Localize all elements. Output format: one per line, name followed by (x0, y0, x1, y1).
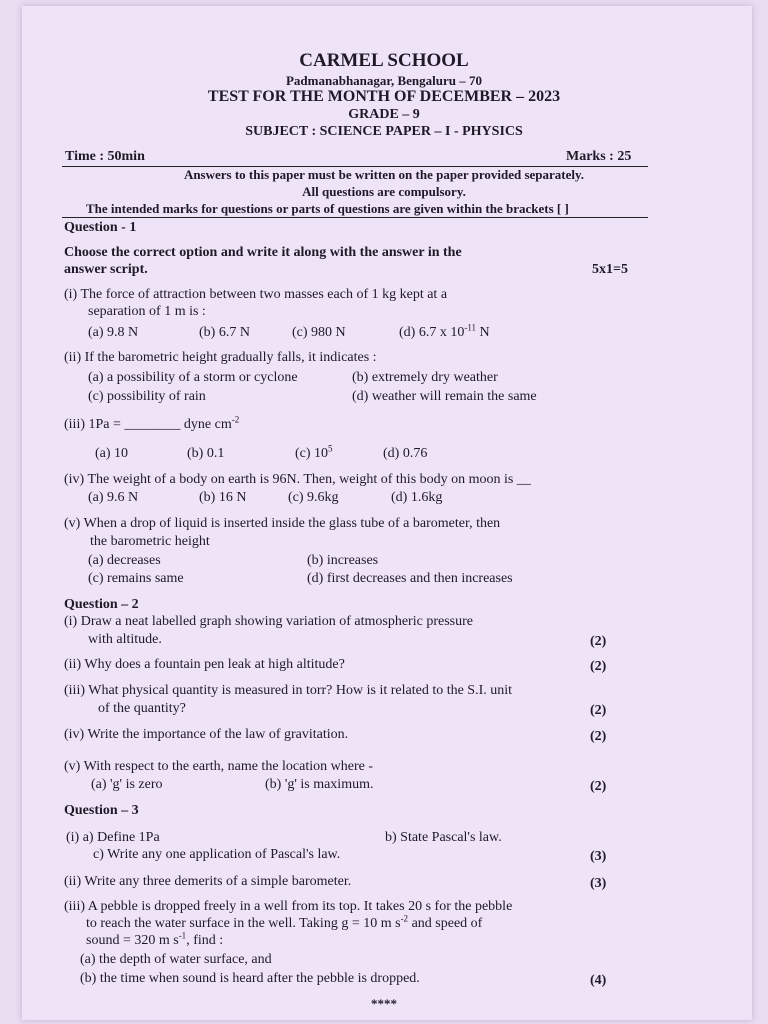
q1-v-option-d: (d) first decreases and then increases (307, 571, 513, 586)
q1-ii-option-a: (a) a possibility of a storm or cyclone (88, 370, 298, 385)
q1-title: Question - 1 (64, 220, 137, 235)
school-address: Padmanabhanagar, Bengaluru – 70 (285, 73, 482, 88)
q2-i-line1: (i) Draw a neat labelled graph showing variation of atmospheric pressure (64, 614, 473, 629)
q3-i-part-b: b) State Pascal's law. (385, 830, 502, 845)
q1-iv-option-c: (c) 9.6kg (288, 490, 339, 505)
q3-iii-line3: sound = 320 m $s^{-1}$, find : (86, 930, 224, 948)
q1-iv-option-a: (a) 9.6 N (88, 490, 139, 505)
q1-iii-option-b: (b) 0.1 (187, 446, 225, 461)
q2-v-option-a: (a) 'g' is zero (91, 777, 163, 792)
q3-title: Question – 3 (64, 803, 139, 818)
q1-i-line1: (i) The force of attraction between two masses each of 1 kg kept at a (64, 287, 448, 302)
q1-ii-option-b: (b) extremely dry weather (352, 370, 498, 385)
instruction-2: All questions are compulsory. (302, 184, 466, 199)
q3-ii: (ii) Write any three demerits of a simple barometer. (64, 874, 352, 889)
q1-v-option-c: (c) remains same (88, 571, 184, 586)
q3-iii-part-b: (b) the time when sound is heard after the pebble is dropped. (80, 971, 420, 986)
q1-iv-option-b: (b) 16 N (199, 490, 247, 505)
q1-iv-line1: (iv) The weight of a body on earth is 96N. Then, weight of this body on moon is __ (64, 472, 531, 487)
q1-i-option-b: (b) 6.7 N (199, 325, 250, 340)
q3-iii-marks: (4) (590, 973, 607, 988)
q3-iii-line2: to reach the water surface in the well. Taking g = 10 m $s^{-2}$ and speed of (86, 913, 483, 931)
q3-i-part-a: (i) a) Define 1Pa (66, 830, 160, 845)
q2-v-option-b: (b) 'g' is maximum. (265, 777, 374, 792)
q1-marks: 5x1=5 (592, 262, 628, 277)
q2-ii: (ii) Why does a fountain pen leak at high altitude? (64, 657, 345, 672)
instruction-1: Answers to this paper must be written on the paper provided separately. (183, 167, 585, 182)
footer-stars: **** (371, 996, 397, 1011)
q3-i-part-c: c) Write any one application of Pascal's law. (93, 847, 341, 862)
q1-i-option-a: (a) 9.8 N (88, 325, 139, 340)
q1-i-line2: separation of 1 m is : (88, 304, 206, 319)
q3-i-marks: (3) (590, 849, 607, 864)
q1-v-option-b: (b) increases (307, 553, 379, 568)
q2-ii-marks: (2) (590, 659, 607, 674)
q2-v-marks: (2) (590, 779, 607, 794)
q3-iii-part-a: (a) the depth of water surface, and (80, 952, 272, 967)
school-name: CARMEL SCHOOL (299, 50, 469, 71)
q1-ii-option-d: (d) weather will remain the same (352, 389, 537, 404)
time-label: Time : 50min (65, 149, 145, 164)
q1-ii-line1: (ii) If the barometric height gradually falls, it indicates : (64, 350, 377, 365)
q2-iii-line2: of the quantity? (98, 701, 186, 716)
q1-i-option-d: (d) 6.7 x $10^{-11}$ N (399, 322, 490, 340)
q1-v-line1: (v) When a drop of liquid is inserted inside the glass tube of a barometer, then (64, 516, 501, 531)
q1-i-option-c: (c) 980 N (292, 325, 346, 340)
q1-iv-option-d: (d) 1.6kg (391, 490, 443, 505)
q2-iv-marks: (2) (590, 729, 607, 744)
q1-instruction-line1: Choose the correct option and write it along with the answer in the (64, 245, 462, 260)
q1-iii-option-c: (c) $10^5$ (295, 443, 333, 461)
header-rule-bottom (62, 217, 648, 218)
marks-label: Marks : 25 (566, 149, 632, 164)
q3-ii-marks: (3) (590, 876, 607, 891)
q2-iii-marks: (2) (590, 703, 607, 718)
q2-title: Question – 2 (64, 597, 139, 612)
q1-v-line2: the barometric height (90, 534, 210, 549)
q1-ii-option-c: (c) possibility of rain (88, 389, 206, 404)
q2-i-line2: with altitude. (88, 632, 162, 647)
subject: SUBJECT : SCIENCE PAPER – I - PHYSICS (245, 124, 523, 139)
q1-iii-line1: (iii) 1Pa = ________ dyne $cm^{-2}$ (64, 414, 240, 432)
q1-instruction-line2: answer script. (64, 262, 148, 277)
q2-v-line1: (v) With respect to the earth, name the location where - (64, 759, 373, 774)
q1-iii-option-a: (a) 10 (95, 446, 129, 461)
q3-iii-line1: (iii) A pebble is dropped freely in a well from its top. It takes 20 s for the pebble (64, 899, 513, 914)
q1-v-option-a: (a) decreases (88, 553, 161, 568)
instruction-3: The intended marks for questions or parts of questions are given within the brackets [ ] (86, 201, 569, 216)
q2-iv: (iv) Write the importance of the law of gravitation. (64, 727, 349, 742)
test-title: TEST FOR THE MONTH OF DECEMBER – 2023 (207, 88, 561, 105)
q1-iii-option-d: (d) 0.76 (383, 446, 428, 461)
q2-iii-line1: (iii) What physical quantity is measured in torr? How is it related to the S.I. unit (64, 683, 513, 698)
grade: GRADE – 9 (348, 107, 420, 122)
q2-i-marks: (2) (590, 634, 607, 649)
